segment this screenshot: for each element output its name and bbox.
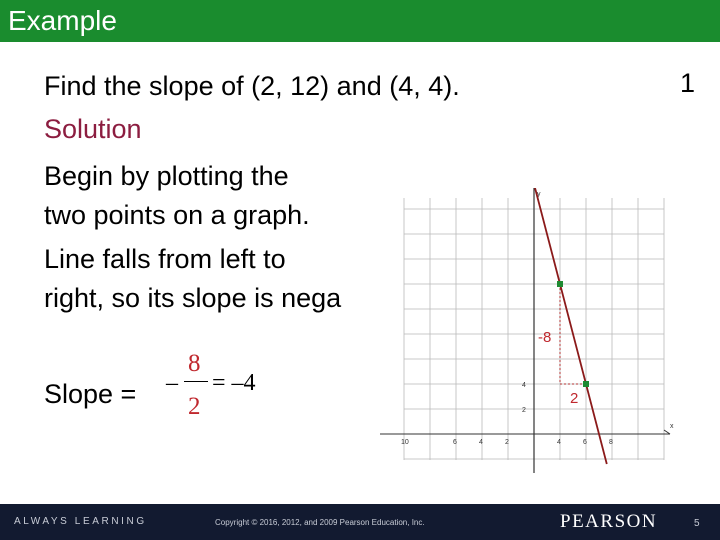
coordinate-graph (380, 188, 680, 488)
x-tick-label: 8 (609, 439, 613, 446)
explanation-line-3: Line falls from left to (44, 244, 286, 274)
corner-number: 1 (680, 68, 696, 98)
svg-text:x: x (670, 423, 674, 430)
rise-label: -8 (538, 329, 552, 346)
x-tick-label: 4 (479, 439, 483, 446)
slope-label: Slope = (44, 379, 137, 409)
slide-title: Example (8, 5, 117, 36)
explanation-line-4: right, so its slope is nega (44, 283, 342, 313)
fraction-result: = –4 (212, 370, 256, 396)
footer-tagline: ALWAYS LEARNING (14, 516, 147, 527)
y-tick-label: 2 (522, 407, 526, 414)
title-bar (0, 0, 720, 42)
point-4-4 (583, 381, 589, 387)
footer-copyright: Copyright © 2016, 2012, and 2009 Pearson Education, Inc. (215, 518, 425, 527)
run-label: 2 (570, 390, 579, 407)
y-tick-label: 4 (522, 382, 526, 389)
x-axis (380, 423, 674, 434)
explanation-line-2: two points on a graph. (44, 200, 310, 230)
x-tick-label: 6 (453, 439, 457, 446)
x-tick-label: 4 (557, 439, 561, 446)
point-2-12 (557, 281, 563, 287)
page-number: 5 (694, 518, 700, 529)
fraction-bar (184, 381, 208, 382)
x-tick-label: 10 (401, 439, 409, 446)
explanation-line-1: Begin by plotting the (44, 161, 289, 191)
graph-line (520, 188, 607, 464)
x-tick-label: 2 (505, 439, 509, 446)
fraction-minus: – (166, 370, 178, 396)
footer (0, 504, 720, 540)
fraction-numerator: 8 (188, 350, 201, 377)
svg-text:y: y (537, 191, 541, 198)
x-tick-label: 6 (583, 439, 587, 446)
pearson-logo: PEARSON (560, 511, 658, 532)
problem-statement: Find the slope of (2, 12) and (4, 4). (44, 71, 460, 101)
solution-heading: Solution (44, 114, 142, 144)
fraction-denominator: 2 (188, 393, 201, 420)
axis-ticks (401, 382, 613, 446)
